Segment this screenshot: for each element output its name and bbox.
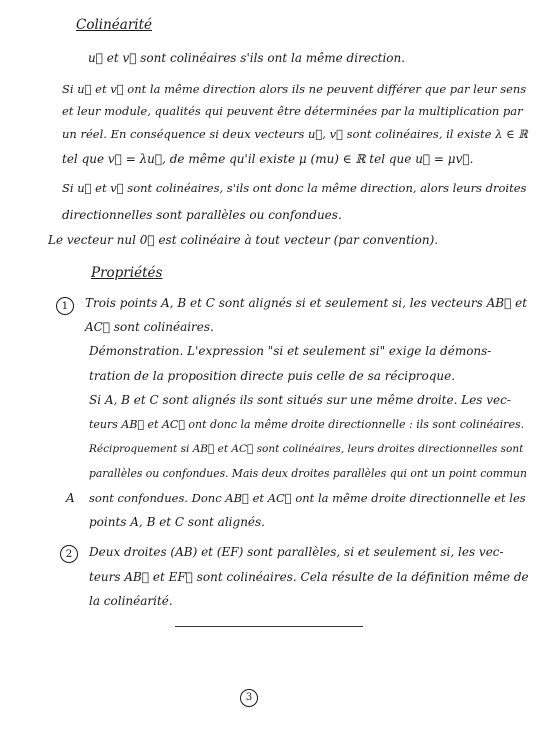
page-number: 3 xyxy=(240,689,258,707)
para1-line-3: un réel. En conséquence si deux vecteurs u⃗, v⃗ sont colinéaires, il existe λ ∈ ℝ xyxy=(62,127,528,141)
demo-line-7: sont confondues. Donc AB⃗ et AC⃗ ont la même droite directionnelle et les xyxy=(89,491,526,505)
para2-line-1: Si u⃗ et v⃗ sont colinéaires, s'ils ont donc la même direction, alors leurs droites xyxy=(62,181,527,195)
properties-heading: Propriétés xyxy=(91,265,163,281)
null-vector-line: Le vecteur nul 0⃗ est colinéaire à tout vecteur (par convention). xyxy=(48,233,439,247)
property2-line-1: Deux droites (AB) et (EF) sont parallèles, si et seulement si, les vec- xyxy=(89,545,504,559)
para1-line-4: tel que v⃗ = λu⃗, de même qu'il existe μ (mu) ∈ ℝ tel que u⃗ = μv⃗. xyxy=(62,152,474,166)
property-1-number: 1 xyxy=(56,297,74,315)
divider-line xyxy=(175,626,363,627)
property2-line-3: la colinéarité. xyxy=(89,594,173,608)
para2-line-2: directionnelles sont parallèles ou confondues. xyxy=(62,208,342,222)
property2-line-2: teurs AB⃗ et EF⃗ sont colinéaires. Cela résulte de la définition même de xyxy=(89,570,529,584)
para1-line-1: Si u⃗ et v⃗ ont la même direction alors ils ne peuvent différer que par leur sens xyxy=(62,82,527,96)
para1-line-2: et leur module, qualités qui peuvent être déterminées par la multiplication par xyxy=(62,104,523,118)
intro-line: u⃗ et v⃗ sont colinéaires s'ils ont la même direction. xyxy=(88,51,406,65)
property1-line-2: AC⃗ sont colinéaires. xyxy=(85,320,214,334)
section-heading: Colinéarité xyxy=(76,17,153,33)
demo-line-4: teurs AB⃗ et AC⃗ ont donc la même droite directionnelle : ils sont colinéaires. xyxy=(89,418,525,431)
demo-line-3: Si A, B et C sont alignés ils sont situés sur une même droite. Les vec- xyxy=(89,393,511,407)
property-2-number: 2 xyxy=(60,545,78,563)
demo-line-1: Démonstration. L'expression "si et seulement si" exige la démons- xyxy=(89,344,492,358)
demo-line-6: parallèles ou confondues. Mais deux droites parallèles qui ont un point commun xyxy=(89,467,527,480)
property1-line-1: Trois points A, B et C sont alignés si et seulement si, les vecteurs AB⃗ et xyxy=(85,296,528,310)
demo-line-5: Réciproquement si AB⃗ et AC⃗ sont colinéaires, leurs droites directionnelles sont xyxy=(89,443,524,455)
margin-letter: A xyxy=(66,491,75,505)
demo-line-2: tration de la proposition directe puis celle de sa réciproque. xyxy=(89,369,456,383)
demo-line-8: points A, B et C sont alignés. xyxy=(89,515,265,529)
